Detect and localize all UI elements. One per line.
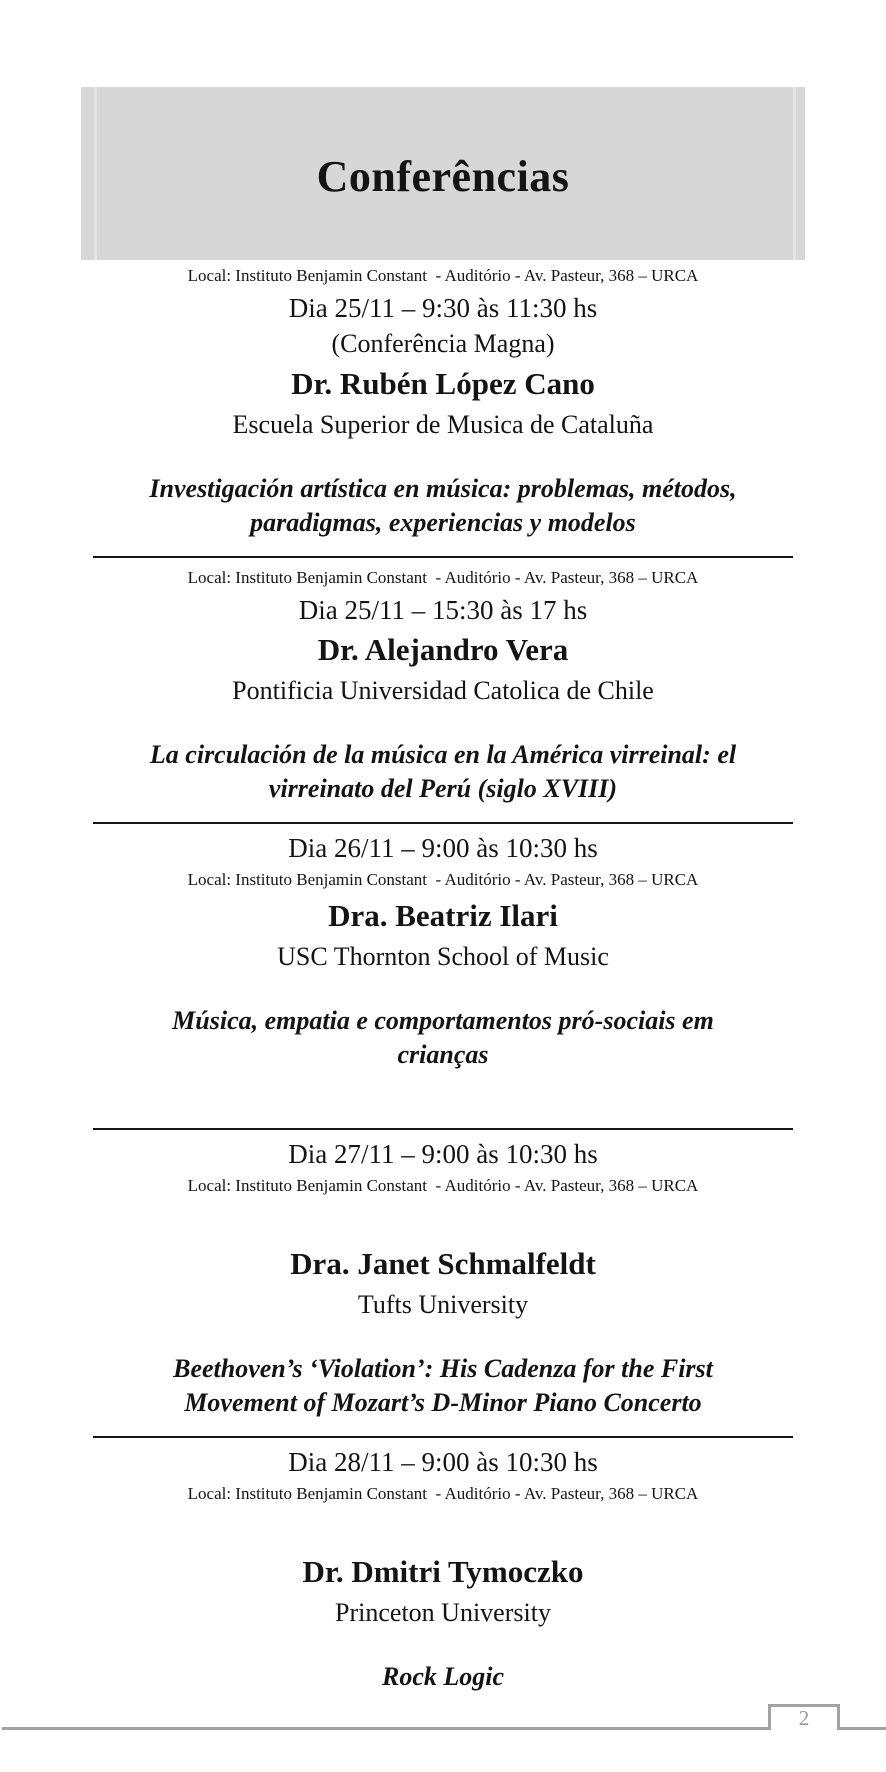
session-date: Dia 27/11 – 9:00 às 10:30 hs	[288, 1139, 598, 1169]
conference-entry-4	[81, 1136, 805, 1438]
spacer	[81, 1200, 805, 1242]
section-divider	[93, 1436, 793, 1438]
conference-list	[81, 262, 805, 1694]
location-line: Local: Instituto Benjamin Constant - Auditório - Av. Pasteur, 368 – URCA	[187, 1176, 699, 1195]
page-number: 2	[798, 1706, 810, 1730]
speaker-affiliation: Pontificia Universidad Catolica de Chile	[232, 676, 654, 705]
header-box-left-seam	[94, 87, 97, 260]
conference-entry-2	[81, 564, 805, 824]
speaker-name: Dr. Rubén López Cano	[291, 366, 595, 401]
section-divider	[93, 822, 793, 824]
speaker-affiliation: USC Thornton School of Music	[277, 942, 609, 971]
section-divider	[93, 1128, 793, 1130]
talk-title: Beethoven’s ‘Violation’: His Cadenza for the First Movement of Mozart’s D-Minor Piano Concerto	[173, 1354, 713, 1417]
location-line: Local: Instituto Benjamin Constant - Auditório - Av. Pasteur, 368 – URCA	[187, 568, 699, 587]
page-number-tab	[768, 1704, 840, 1730]
talk-title: Rock Logic	[381, 1662, 505, 1691]
session-note: (Conferência Magna)	[331, 329, 555, 358]
location-line: Local: Instituto Benjamin Constant - Auditório - Av. Pasteur, 368 – URCA	[187, 266, 699, 285]
speaker-name: Dr. Dmitri Tymoczko	[302, 1554, 584, 1589]
footer-rule-left	[2, 1727, 768, 1730]
session-date: Dia 25/11 – 15:30 às 17 hs	[298, 595, 588, 625]
section-divider	[93, 556, 793, 558]
session-date: Dia 28/11 – 9:00 às 10:30 hs	[288, 1447, 598, 1477]
page-header-box	[81, 87, 805, 260]
speaker-affiliation: Tufts University	[357, 1290, 529, 1319]
spacer	[81, 1508, 805, 1550]
spacer	[81, 1072, 805, 1112]
page-title: Conferências	[316, 152, 570, 201]
speaker-name: Dra. Beatriz Ilari	[328, 898, 558, 933]
speaker-affiliation: Princeton University	[335, 1598, 551, 1627]
session-date: Dia 26/11 – 9:00 às 10:30 hs	[288, 833, 598, 863]
header-box-right-seam	[793, 87, 796, 260]
session-date: Dia 25/11 – 9:30 às 11:30 hs	[288, 293, 598, 323]
location-line: Local: Instituto Benjamin Constant - Auditório - Av. Pasteur, 368 – URCA	[187, 870, 699, 889]
talk-title: Investigación artística en música: problemas, métodos, paradigmas, experiencias y modelos	[149, 474, 737, 537]
location-line: Local: Instituto Benjamin Constant - Auditório - Av. Pasteur, 368 – URCA	[187, 1484, 699, 1503]
conference-entry-1	[81, 262, 805, 558]
speaker-name: Dra. Janet Schmalfeldt	[290, 1246, 596, 1281]
speaker-affiliation: Escuela Superior de Musica de Cataluña	[232, 410, 654, 439]
conference-entry-3	[81, 830, 805, 1130]
talk-title: La circulación de la música en la América virreinal: el virreinato del Perú (siglo XVIII)	[149, 740, 737, 803]
footer-rule-right	[840, 1727, 886, 1730]
conference-entry-5	[81, 1444, 805, 1694]
speaker-name: Dr. Alejandro Vera	[317, 632, 569, 667]
talk-title: Música, empatia e comportamentos pró-sociais em crianças	[172, 1006, 714, 1069]
